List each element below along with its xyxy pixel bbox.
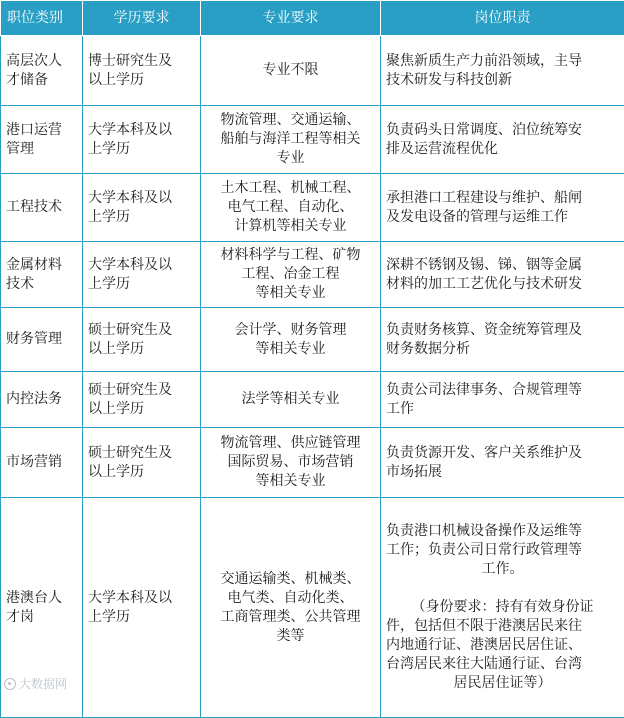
table-row — [1, 174, 624, 242]
cell-duty — [381, 428, 624, 498]
cell-duty-line: 市场拓展 — [386, 463, 619, 482]
cell-category-line: 才岗 — [6, 608, 77, 627]
cell-education-line: 上学历 — [88, 140, 195, 159]
cell-education-line: 硕士研究生及 — [88, 381, 195, 400]
cell-major — [201, 498, 381, 718]
watermark-logo-icon — [4, 678, 16, 690]
cell-major — [201, 428, 381, 498]
cell-duty-line: 工作；负责公司日常行政管理等 — [386, 541, 619, 560]
cell-major-line: 会计学、财务管理 — [206, 321, 375, 340]
spacer — [386, 579, 619, 598]
cell-duty-note-line: 件，包括但不限于港澳居民来往 — [386, 617, 619, 636]
cell-major-line: 类等 — [206, 627, 375, 646]
cell-category-line: 管理 — [6, 140, 77, 159]
cell-category-line: 工程技术 — [6, 198, 77, 217]
cell-major-line: 电气工程、自动化、 — [206, 198, 375, 217]
cell-major — [201, 372, 381, 428]
table-row — [1, 36, 624, 106]
cell-education-line: 大学本科及以 — [88, 589, 195, 608]
cell-major-line: 专业 — [206, 149, 375, 168]
cell-education — [83, 242, 201, 308]
cell-education-line: 硕士研究生及 — [88, 321, 195, 340]
cell-duty — [381, 498, 624, 718]
table-row — [1, 242, 624, 308]
table-header-row — [1, 1, 624, 36]
cell-duty-line: 负责货源开发、客户关系维护及 — [386, 444, 619, 463]
cell-education — [83, 308, 201, 372]
cell-duty-line: 聚焦新质生产力前沿领域，主导 — [386, 52, 619, 71]
cell-education-line: 以上学历 — [88, 463, 195, 482]
cell-category — [1, 36, 83, 106]
cell-major-line: 船舶与海洋工程等相关 — [206, 130, 375, 149]
cell-category — [1, 106, 83, 174]
cell-duty-line: 技术研发与科技创新 — [386, 71, 619, 90]
cell-education — [83, 174, 201, 242]
cell-education — [83, 372, 201, 428]
cell-major-line: 材料科学与工程、矿物 — [206, 246, 375, 265]
cell-education-line: 以上学历 — [88, 400, 195, 419]
table-row — [1, 308, 624, 372]
cell-education-line: 硕士研究生及 — [88, 444, 195, 463]
cell-duty-note-line: 居民居住证等） — [386, 674, 619, 693]
cell-duty — [381, 308, 624, 372]
cell-major-line: 等相关专业 — [206, 284, 375, 303]
cell-education-line: 大学本科及以 — [88, 256, 195, 275]
header-education: 学历要求 — [83, 1, 201, 36]
cell-major-line: 交通运输类、机械类、 — [206, 570, 375, 589]
cell-category-line: 市场营销 — [6, 453, 77, 472]
cell-major — [201, 308, 381, 372]
cell-duty-note-line: 内地通行证、港澳居民居住证、 — [386, 636, 619, 655]
cell-duty-line: 排及运营流程优化 — [386, 140, 619, 159]
cell-major — [201, 242, 381, 308]
cell-education-line: 以上学历 — [88, 71, 195, 90]
cell-education-line: 大学本科及以 — [88, 121, 195, 140]
cell-major-line: 土木工程、机械工程、 — [206, 179, 375, 198]
cell-major-line: 物流管理、供应链管理 — [206, 434, 375, 453]
cell-major-line: 国际贸易、市场营销 — [206, 453, 375, 472]
cell-duty — [381, 372, 624, 428]
cell-major-line: 法学等相关专业 — [206, 390, 375, 409]
cell-major-line: 工程、冶金工程 — [206, 265, 375, 284]
header-category: 职位类别 — [1, 1, 83, 36]
cell-duty — [381, 242, 624, 308]
cell-duty — [381, 174, 624, 242]
cell-duty-line: 工作。 — [386, 560, 619, 579]
cell-duty-note-line: （身份要求：持有有效身份证 — [386, 598, 619, 617]
cell-category — [1, 372, 83, 428]
cell-category — [1, 174, 83, 242]
cell-education-line: 上学历 — [88, 275, 195, 294]
cell-duty-line: 负责公司法律事务、合规管理等 — [386, 381, 619, 400]
cell-duty-line: 负责码头日常调度、泊位统筹安 — [386, 121, 619, 140]
table-row — [1, 428, 624, 498]
cell-duty-line: 深耕不锈钢及锡、锑、铟等金属 — [386, 256, 619, 275]
cell-category-line: 内控法务 — [6, 390, 77, 409]
cell-education — [83, 36, 201, 106]
cell-category-line: 港口运营 — [6, 121, 77, 140]
watermark — [4, 675, 67, 692]
cell-category — [1, 242, 83, 308]
cell-category-line: 技术 — [6, 275, 77, 294]
cell-education — [83, 106, 201, 174]
cell-education-line: 上学历 — [88, 208, 195, 227]
cell-duty-line: 负责财务核算、资金统筹管理及 — [386, 321, 619, 340]
cell-education — [83, 428, 201, 498]
cell-category-line: 金属材料 — [6, 256, 77, 275]
cell-category-line: 港澳台人 — [6, 589, 77, 608]
cell-major-line: 工商管理类、公共管理 — [206, 608, 375, 627]
cell-duty-line: 承担港口工程建设与维护、船闸 — [386, 189, 619, 208]
cell-major — [201, 174, 381, 242]
cell-education — [83, 498, 201, 718]
cell-category-line: 高层次人 — [6, 52, 77, 71]
cell-duty-line: 材料的加工工艺优化与技术研发 — [386, 275, 619, 294]
watermark-text: 大数据网 — [19, 675, 67, 692]
cell-duty-line: 财务数据分析 — [386, 340, 619, 359]
table-row — [1, 498, 624, 718]
cell-major-line: 物流管理、交通运输、 — [206, 111, 375, 130]
header-major: 专业要求 — [201, 1, 381, 36]
cell-major-line: 计算机等相关专业 — [206, 217, 375, 236]
cell-category — [1, 308, 83, 372]
cell-major-line: 等相关专业 — [206, 340, 375, 359]
cell-education-line: 大学本科及以 — [88, 189, 195, 208]
cell-duty-line: 及发电设备的管理与运维工作 — [386, 208, 619, 227]
cell-duty-note-line: 台湾居民来往大陆通行证、台湾 — [386, 655, 619, 674]
cell-education-line: 以上学历 — [88, 340, 195, 359]
table-row — [1, 372, 624, 428]
cell-category — [1, 428, 83, 498]
cell-major-line: 专业不限 — [206, 61, 375, 80]
cell-education-line: 上学历 — [88, 608, 195, 627]
cell-major — [201, 106, 381, 174]
cell-duty-line: 负责港口机械设备操作及运维等 — [386, 522, 619, 541]
cell-duty — [381, 36, 624, 106]
cell-duty-line: 工作 — [386, 400, 619, 419]
table-row — [1, 106, 624, 174]
cell-major — [201, 36, 381, 106]
cell-major-line: 等相关专业 — [206, 472, 375, 491]
cell-category-line: 才储备 — [6, 71, 77, 90]
cell-category-line: 财务管理 — [6, 330, 77, 349]
cell-education-line: 博士研究生及 — [88, 52, 195, 71]
header-duty: 岗位职责 — [381, 1, 624, 36]
cell-major-line: 电气类、自动化类、 — [206, 589, 375, 608]
cell-duty — [381, 106, 624, 174]
